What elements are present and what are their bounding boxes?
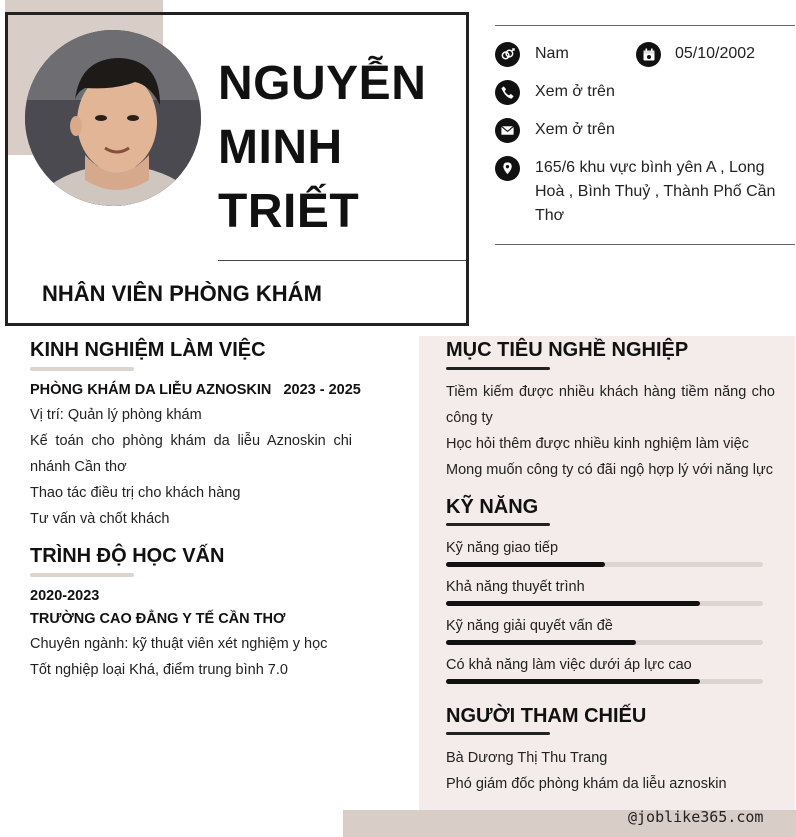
calendar-icon [636,42,661,67]
experience-line: Vị trí: Quản lý phòng khám [30,407,202,423]
education-title: TRÌNH ĐỘ HỌC VẤN [30,545,225,567]
email-value: Xem ở trên [535,121,615,138]
skill-bar [446,601,763,606]
skill-label: Kỹ năng giải quyết vấn đề [446,618,613,634]
objective-line: Mong muốn công ty có đãi ngộ hợp lý với năng lực [446,462,773,478]
skill-label: Có khả năng làm việc dưới áp lực cao [446,657,692,673]
skill-bar [446,640,763,645]
reference-line: Phó giám đốc phòng khám da liễu aznoskin [446,776,727,792]
avatar [25,30,201,206]
education-line: Tốt nghiệp loại Khá, điểm trung bình 7.0 [30,662,288,678]
experience-line: Kế toán cho phòng khám da liễu Aznoskin chi nhánh Cần thơ [30,433,352,475]
full-name [218,52,426,244]
contact-divider-bottom [495,244,795,245]
skill-bar-fill [446,601,700,606]
skill-label: Khả năng thuyết trình [446,579,585,595]
objective-title: MỤC TIÊU NGHỀ NGHIỆP [446,339,689,361]
job-title: NHÂN VIÊN PHÒNG KHÁM [42,281,322,306]
email-icon [495,118,520,143]
education-school: TRƯỜNG CAO ĐẲNG Y TẾ CẦN THƠ [30,611,286,627]
skill-bar [446,562,763,567]
name-line-3: TRIẾT [218,185,360,238]
education-line: Chuyên ngành: kỹ thuật viên xét nghiệm y học [30,636,328,652]
experience-company [30,377,361,403]
experience-period: 2023 - 2025 [283,382,361,398]
experience-title: KINH NGHIỆM LÀM VIỆC [30,339,266,361]
reference-title: NGƯỜI THAM CHIẾU [446,705,647,727]
watermark: @joblike365.com [628,808,764,826]
phone-icon [495,80,520,105]
reference-line: Bà Dương Thị Thu Trang [446,750,608,766]
address-value: 165/6 khu vực bình yên A , Long Hoà , Bình Thuỷ , Thành Phố Cần Thơ [535,159,776,224]
name-line-2: MINH [218,121,343,174]
objective-line: Tiềm kiếm được nhiều khách hàng tiềm năng cho công ty [446,384,775,426]
skill-bar-fill [446,562,605,567]
birthday-value: 05/10/2002 [675,45,756,62]
location-pin-icon [495,156,520,181]
avatar-photo [25,30,201,206]
skill-bar-fill [446,640,636,645]
education-period: 2020-2023 [30,588,100,604]
name-line-1: NGUYỄN [218,57,427,110]
company-name: PHÒNG KHÁM DA LIỄU AZNOSKIN [30,382,272,398]
phone-value: Xem ở trên [535,83,615,100]
reference-underline [446,732,550,735]
objective-underline [446,367,550,370]
gender-value: Nam [535,45,569,62]
skill-label: Kỹ năng giao tiếp [446,540,559,556]
experience-underline [30,367,134,371]
name-divider [218,260,466,261]
gender-icon [495,42,520,67]
skills-title: KỸ NĂNG [446,496,539,518]
contact-divider-top [495,25,795,26]
objective-line: Học hỏi thêm được nhiều kinh nghiệm làm việc [446,436,749,452]
skills-underline [446,523,550,526]
skill-bar-fill [446,679,700,684]
skill-bar [446,679,763,684]
education-underline [30,573,134,577]
experience-line: Tư vấn và chốt khách [30,511,170,527]
experience-line: Thao tác điều trị cho khách hàng [30,485,241,501]
